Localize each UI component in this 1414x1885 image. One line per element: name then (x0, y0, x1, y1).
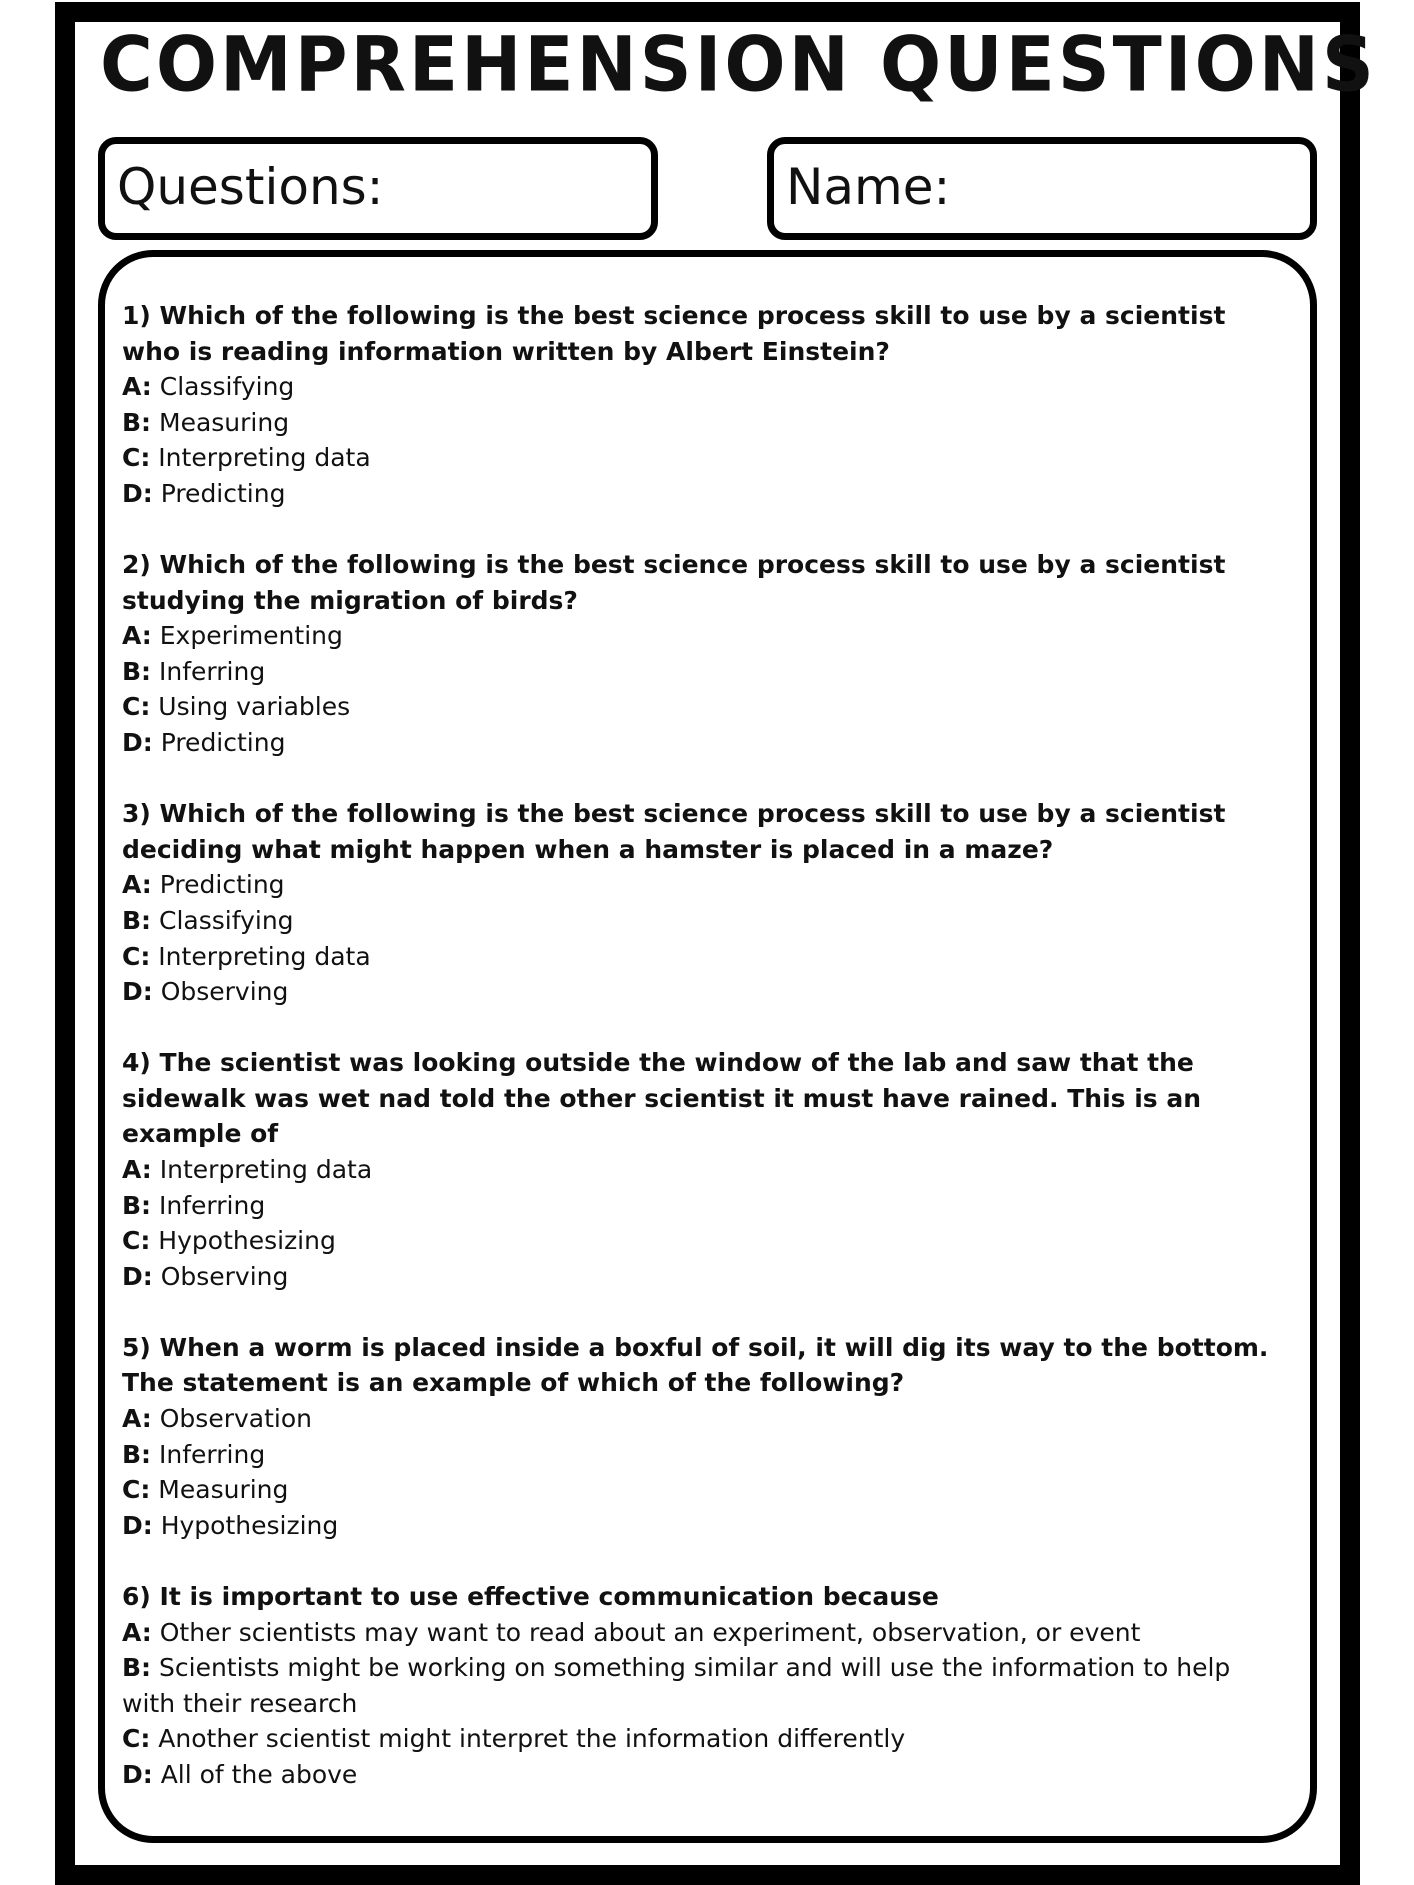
option-d[interactable] (122, 974, 1287, 1010)
option-d[interactable] (122, 1757, 1287, 1793)
option-text: Interpreting data (151, 1154, 373, 1184)
option-letter: B: (122, 1439, 152, 1469)
option-d[interactable] (122, 725, 1287, 761)
name-label: Name: (786, 158, 951, 216)
option-b[interactable] (122, 654, 1287, 690)
question-list (122, 298, 1287, 1828)
option-letter: C: (122, 941, 151, 971)
option-c[interactable] (122, 1472, 1287, 1508)
option-a[interactable] (122, 618, 1287, 654)
question-2 (122, 547, 1287, 761)
option-text: Predicting (152, 478, 286, 508)
option-text: Inferring (151, 656, 266, 686)
option-letter: D: (122, 1510, 153, 1540)
option-letter: B: (122, 1653, 152, 1683)
option-text: Another scientist might interpret the information differently (150, 1724, 906, 1754)
option-a[interactable] (122, 1152, 1287, 1188)
option-a[interactable] (122, 867, 1287, 903)
option-letter: B: (122, 656, 152, 686)
option-d[interactable] (122, 1259, 1287, 1295)
option-text: Classifying (151, 372, 295, 402)
option-text: Using variables (150, 692, 351, 722)
question-4 (122, 1045, 1287, 1294)
option-b[interactable] (122, 903, 1287, 939)
option-letter: D: (122, 478, 153, 508)
questions-label: Questions: (117, 158, 384, 216)
option-letter: B: (122, 407, 152, 437)
option-text: Interpreting data (150, 941, 371, 971)
option-text: Measuring (151, 407, 290, 437)
question-5 (122, 1330, 1287, 1544)
question-text: 3) Which of the following is the best science process skill to use by a scientist deciding what might happen when a hamster is placed in a maze? (122, 799, 1226, 864)
option-letter: A: (122, 1154, 152, 1184)
question-6 (122, 1579, 1287, 1793)
option-text: Other scientists may want to read about an experiment, observation, or event (151, 1617, 1141, 1647)
option-text: Predicting (152, 728, 286, 758)
option-text: Observing (152, 1261, 289, 1291)
option-letter: D: (122, 1759, 153, 1789)
option-c[interactable] (122, 1223, 1287, 1259)
option-letter: A: (122, 621, 152, 651)
option-text: Experimenting (151, 621, 343, 651)
option-text: Hypothesizing (150, 1226, 336, 1256)
option-c[interactable] (122, 689, 1287, 725)
option-letter: A: (122, 372, 152, 402)
option-letter: C: (122, 1226, 151, 1256)
option-letter: C: (122, 692, 151, 722)
option-text: Inferring (151, 1439, 266, 1469)
option-letter: D: (122, 1261, 153, 1291)
option-d[interactable] (122, 1508, 1287, 1544)
option-text: Scientists might be working on something similar and will use the information to help with their research (122, 1653, 1231, 1718)
option-c[interactable] (122, 1721, 1287, 1757)
option-letter: D: (122, 728, 153, 758)
name-field[interactable] (767, 137, 1317, 240)
option-text: Observation (151, 1404, 312, 1434)
option-letter: A: (122, 1617, 152, 1647)
option-a[interactable] (122, 369, 1287, 405)
question-3 (122, 796, 1287, 1010)
option-text: Hypothesizing (152, 1510, 339, 1540)
page-title: COMPREHENSION QUESTIONS (100, 19, 1377, 109)
option-a[interactable] (122, 1401, 1287, 1437)
option-text: All of the above (152, 1759, 358, 1789)
question-text: 1) Which of the following is the best science process skill to use by a scientist who is reading information written by Albert Einstein? (122, 301, 1226, 366)
option-text: Inferring (151, 1190, 266, 1220)
option-b[interactable] (122, 405, 1287, 441)
option-b[interactable] (122, 1650, 1287, 1721)
option-text: Classifying (151, 905, 294, 935)
option-letter: A: (122, 1404, 152, 1434)
option-b[interactable] (122, 1437, 1287, 1473)
question-text: 5) When a worm is placed inside a boxful of soil, it will dig its way to the bottom. The statement is an example of which of the following? (122, 1332, 1269, 1398)
option-letter: A: (122, 870, 152, 900)
question-text: 6) It is important to use effective communication because (122, 1581, 939, 1611)
option-b[interactable] (122, 1188, 1287, 1224)
option-letter: B: (122, 1190, 152, 1220)
option-letter: C: (122, 1475, 151, 1505)
question-text: 4) The scientist was looking outside the window of the lab and saw that the sidewalk was wet nad told the other scientist it must have rained. This is an example of (122, 1048, 1202, 1149)
option-a[interactable] (122, 1615, 1287, 1651)
question-text: 2) Which of the following is the best science process skill to use by a scientist studying the migration of birds? (122, 550, 1226, 615)
option-text: Predicting (151, 870, 285, 900)
option-letter: B: (122, 905, 152, 935)
option-text: Observing (152, 977, 289, 1007)
questions-field[interactable] (98, 137, 658, 240)
option-text: Interpreting data (150, 443, 371, 473)
option-letter: D: (122, 977, 153, 1007)
option-d[interactable] (122, 476, 1287, 512)
question-1 (122, 298, 1287, 512)
option-c[interactable] (122, 939, 1287, 975)
option-letter: C: (122, 443, 151, 473)
option-text: Measuring (150, 1475, 289, 1505)
option-c[interactable] (122, 440, 1287, 476)
option-letter: C: (122, 1724, 151, 1754)
